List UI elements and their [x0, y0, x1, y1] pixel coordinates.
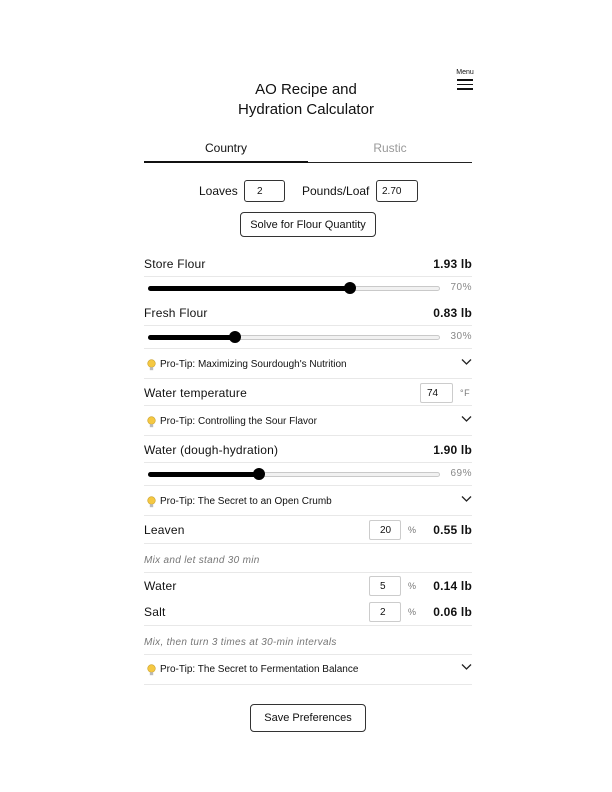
divider — [144, 572, 472, 573]
loaves-label: Loaves — [199, 184, 238, 198]
leaven-unit: % — [408, 525, 417, 535]
pounds-per-loaf-input[interactable] — [376, 180, 418, 202]
divider — [144, 485, 472, 486]
water-temperature-unit: °F — [460, 388, 471, 398]
fresh-flour-percent: 30% — [450, 331, 472, 342]
menu-label: Menu — [456, 69, 474, 76]
water-unit: % — [408, 581, 417, 591]
lightbulb-icon — [147, 496, 156, 509]
tab-rustic[interactable]: Rustic — [373, 141, 407, 155]
tip-open-crumb[interactable] — [144, 494, 472, 512]
chevron-down-icon — [461, 415, 472, 423]
slider-fill — [148, 286, 350, 291]
divider — [144, 462, 472, 463]
leaven-label: Leaven — [144, 523, 185, 537]
tab-bar — [144, 136, 472, 163]
slider-thumb[interactable] — [344, 282, 356, 294]
fresh-flour-amount: 0.83 lb — [433, 306, 472, 320]
salt-percent-input[interactable] — [369, 602, 401, 622]
lightbulb-icon — [147, 664, 156, 677]
water-hydration-amount: 1.90 lb — [433, 443, 472, 457]
divider — [144, 654, 472, 655]
lightbulb-icon — [147, 416, 156, 429]
divider — [144, 435, 472, 436]
save-preferences-button[interactable]: Save Preferences — [250, 704, 366, 732]
tip-nutrition[interactable] — [144, 357, 472, 375]
fresh-flour-label: Fresh Flour — [144, 306, 208, 320]
store-flour-amount: 1.93 lb — [433, 257, 472, 271]
water-percent-input[interactable] — [369, 576, 401, 596]
slider-thumb[interactable] — [253, 468, 265, 480]
chevron-down-icon — [461, 358, 472, 366]
chevron-down-icon — [461, 663, 472, 671]
divider — [144, 378, 472, 379]
tip-open-crumb-text: Pro-Tip: The Secret to an Open Crumb — [160, 496, 332, 507]
tip-sour-flavor-text: Pro-Tip: Controlling the Sour Flavor — [160, 416, 317, 427]
chevron-down-icon — [461, 495, 472, 503]
tab-country[interactable]: Country — [144, 136, 308, 163]
divider — [144, 405, 472, 406]
note-turn: Mix, then turn 3 times at 30-min intervals — [144, 637, 337, 648]
page-title-line-2: Hydration Calculator — [238, 101, 374, 118]
water-hydration-percent: 69% — [450, 468, 472, 479]
water-label: Water — [144, 579, 177, 593]
divider — [144, 625, 472, 626]
salt-amount: 0.06 lb — [433, 605, 472, 619]
water-hydration-slider[interactable] — [148, 470, 440, 478]
divider — [144, 543, 472, 544]
water-temperature-input[interactable] — [420, 383, 453, 403]
fresh-flour-slider[interactable] — [148, 333, 440, 341]
slider-fill — [148, 335, 235, 340]
tip-fermentation-balance[interactable] — [144, 662, 472, 680]
store-flour-slider[interactable] — [148, 284, 440, 292]
loaves-input[interactable] — [244, 180, 285, 202]
solve-flour-button[interactable]: Solve for Flour Quantity — [240, 212, 376, 237]
leaven-amount: 0.55 lb — [433, 523, 472, 537]
tip-fermentation-balance-text: Pro-Tip: The Secret to Fermentation Balance — [160, 664, 359, 675]
water-amount: 0.14 lb — [433, 579, 472, 593]
page-title-line-1: AO Recipe and — [255, 81, 357, 98]
lightbulb-icon — [147, 359, 156, 372]
salt-label: Salt — [144, 605, 166, 619]
page-title — [0, 80, 612, 120]
store-flour-percent: 70% — [450, 282, 472, 293]
loaves-row — [0, 180, 612, 202]
slider-fill — [148, 472, 259, 477]
leaven-percent-input[interactable] — [369, 520, 401, 540]
salt-unit: % — [408, 607, 417, 617]
tip-sour-flavor[interactable] — [144, 414, 472, 432]
slider-thumb[interactable] — [229, 331, 241, 343]
divider — [144, 325, 472, 326]
tip-nutrition-text: Pro-Tip: Maximizing Sourdough's Nutrition — [160, 359, 347, 370]
divider — [144, 684, 472, 685]
store-flour-label: Store Flour — [144, 257, 206, 271]
water-hydration-label: Water (dough-hydration) — [144, 443, 279, 457]
divider — [144, 348, 472, 349]
divider — [144, 515, 472, 516]
pounds-per-loaf-label: Pounds/Loaf — [302, 184, 370, 198]
divider — [144, 276, 472, 277]
note-stand: Mix and let stand 30 min — [144, 555, 260, 566]
water-temperature-label: Water temperature — [144, 386, 247, 400]
